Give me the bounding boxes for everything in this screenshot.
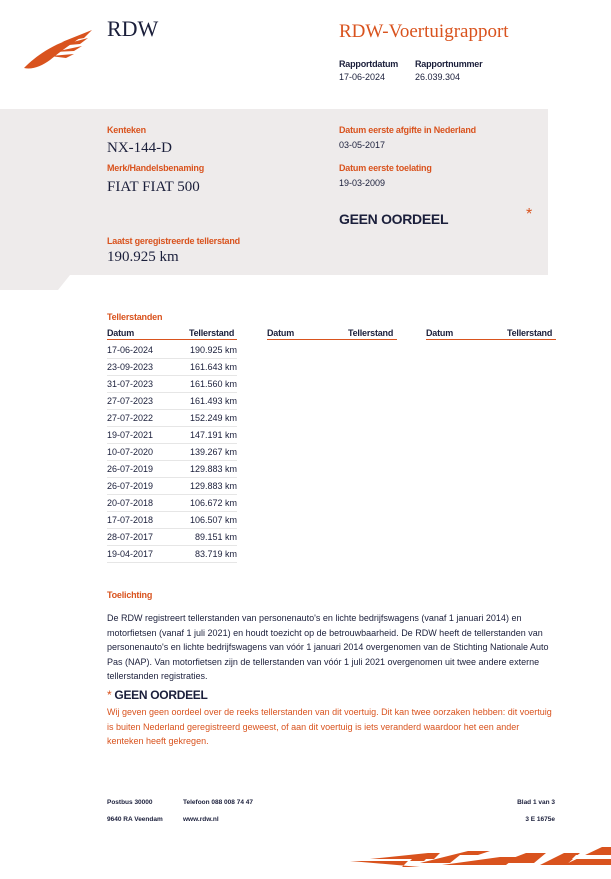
report-number: 26.039.304 — [415, 72, 461, 82]
reading-km: 161.560 km — [189, 379, 237, 389]
rdw-logo-icon — [22, 28, 96, 72]
column-header-date-3: Datum — [426, 328, 454, 338]
brand-name: RDW — [107, 16, 159, 41]
footer-web[interactable]: www.rdw.nl — [183, 816, 219, 823]
reading-date: 19-07-2021 — [107, 430, 154, 440]
first-admission-value: 19-03-2009 — [339, 178, 386, 188]
reading-km: 147.191 km — [189, 430, 237, 440]
reading-km: 129.883 km — [189, 464, 237, 474]
reading-date: 10-07-2020 — [107, 447, 154, 457]
header-underline-2 — [267, 339, 397, 340]
reading-km: 89.151 km — [194, 532, 237, 542]
reading-date: 17-06-2024 — [107, 345, 154, 355]
footer-phone: Telefoon 088 008 74 47 — [183, 799, 253, 806]
last-odometer-value: 190.925 km — [107, 249, 179, 265]
make-value: FIAT FIAT 500 — [107, 179, 200, 195]
note-star-icon: * — [107, 688, 112, 702]
row-divider — [107, 443, 237, 444]
reading-km: 152.249 km — [189, 413, 237, 423]
reading-date: 19-04-2017 — [107, 549, 154, 559]
row-divider — [107, 494, 237, 495]
row-divider — [107, 460, 237, 461]
reading-km: 190.925 km — [189, 345, 237, 355]
report-date: 17-06-2024 — [339, 72, 386, 82]
note-text: Wij geven geen oordeel over de reeks tellerstanden van dit voertuig. Dit kan twee oorzaken hebben: dit voertuig is buiten Nederland geregistreerd geweest, of aan dit voertuig is iets veranderd waardoor het een ander kenteken heeft gekregen. — [107, 707, 552, 746]
reading-date: 27-07-2023 — [107, 396, 154, 406]
plate-value: NX-144-D — [107, 140, 172, 156]
reading-km: 161.493 km — [189, 396, 237, 406]
header-underline — [107, 339, 237, 340]
readings-title: Tellerstanden — [107, 312, 163, 322]
row-divider — [107, 511, 237, 512]
column-header-reading-2: Tellerstand — [348, 328, 394, 338]
reading-km: 129.883 km — [189, 481, 237, 491]
note-title-text: GEEN OORDEEL — [114, 688, 208, 702]
first-admission-nl-label: Datum eerste afgifte in Nederland — [339, 125, 476, 135]
footer-code: 3 E 1675e — [525, 816, 555, 823]
reading-date: 26-07-2019 — [107, 464, 154, 474]
last-odometer-label: Laatst geregistreerde tellerstand — [107, 236, 240, 246]
report-number-label: Rapportnummer — [415, 59, 483, 69]
column-header-reading: Tellerstand — [189, 328, 235, 338]
reading-km: 106.672 km — [189, 498, 237, 508]
column-header-date: Datum — [107, 328, 135, 338]
note-title — [107, 688, 208, 702]
row-divider — [107, 409, 237, 410]
reading-km: 161.643 km — [189, 362, 237, 372]
reading-km: 83.719 km — [194, 549, 237, 559]
footer-postbus: Postbus 30000 — [107, 799, 153, 806]
reading-date: 28-07-2017 — [107, 532, 154, 542]
explanation-title: Toelichting — [107, 590, 153, 600]
make-label: Merk/Handelsbenaming — [107, 163, 205, 173]
verdict-star-icon: * — [526, 206, 533, 223]
footer-stripes-decoration — [350, 843, 611, 869]
panel-slant-decoration — [0, 270, 611, 290]
reading-date: 31-07-2023 — [107, 379, 154, 389]
row-divider — [107, 477, 237, 478]
row-divider — [107, 545, 237, 546]
reading-date: 20-07-2018 — [107, 498, 154, 508]
column-header-date-2: Datum — [267, 328, 295, 338]
footer-city: 9640 RA Veendam — [107, 816, 163, 823]
row-divider — [107, 562, 237, 563]
row-divider — [107, 358, 237, 359]
row-divider — [107, 392, 237, 393]
row-divider — [107, 375, 237, 376]
header-underline-3 — [426, 339, 556, 340]
first-admission-nl-value: 03-05-2017 — [339, 140, 386, 150]
row-divider — [107, 528, 237, 529]
reading-date: 17-07-2018 — [107, 515, 154, 525]
reading-date: 23-09-2023 — [107, 362, 154, 372]
reading-date: 27-07-2022 — [107, 413, 154, 423]
row-divider — [107, 426, 237, 427]
report-title: RDW-Voertuigrapport — [339, 21, 509, 42]
first-admission-label: Datum eerste toelating — [339, 163, 432, 173]
verdict-badge: GEEN OORDEEL — [339, 211, 449, 227]
column-header-reading-3: Tellerstand — [507, 328, 553, 338]
reading-date: 26-07-2019 — [107, 481, 154, 491]
reading-km: 106.507 km — [189, 515, 237, 525]
explanation-text: De RDW registreert tellerstanden van personenauto's en lichte bedrijfswagens (vanaf 1 januari 2014) en motorfietsen (vanaf 1 juli 2021) en houdt toezicht op de betrouwbaarheid. De RDW heeft de tellerstanden van personenauto's en lichte bedrijfswagens van vóór 1 januari 2014 overgenomen van de Stichting Nationale Auto Pas (NAP). Van motorfietsen zijn de tellerstanden van vóór 1 juli 2021 overgenomen uit twee andere externe tellerstanden registraties. — [107, 613, 549, 681]
footer-page: Blad 1 van 3 — [517, 799, 555, 806]
report-date-label: Rapportdatum — [339, 59, 399, 69]
reading-km: 139.267 km — [189, 447, 237, 457]
plate-label: Kenteken — [107, 125, 146, 135]
